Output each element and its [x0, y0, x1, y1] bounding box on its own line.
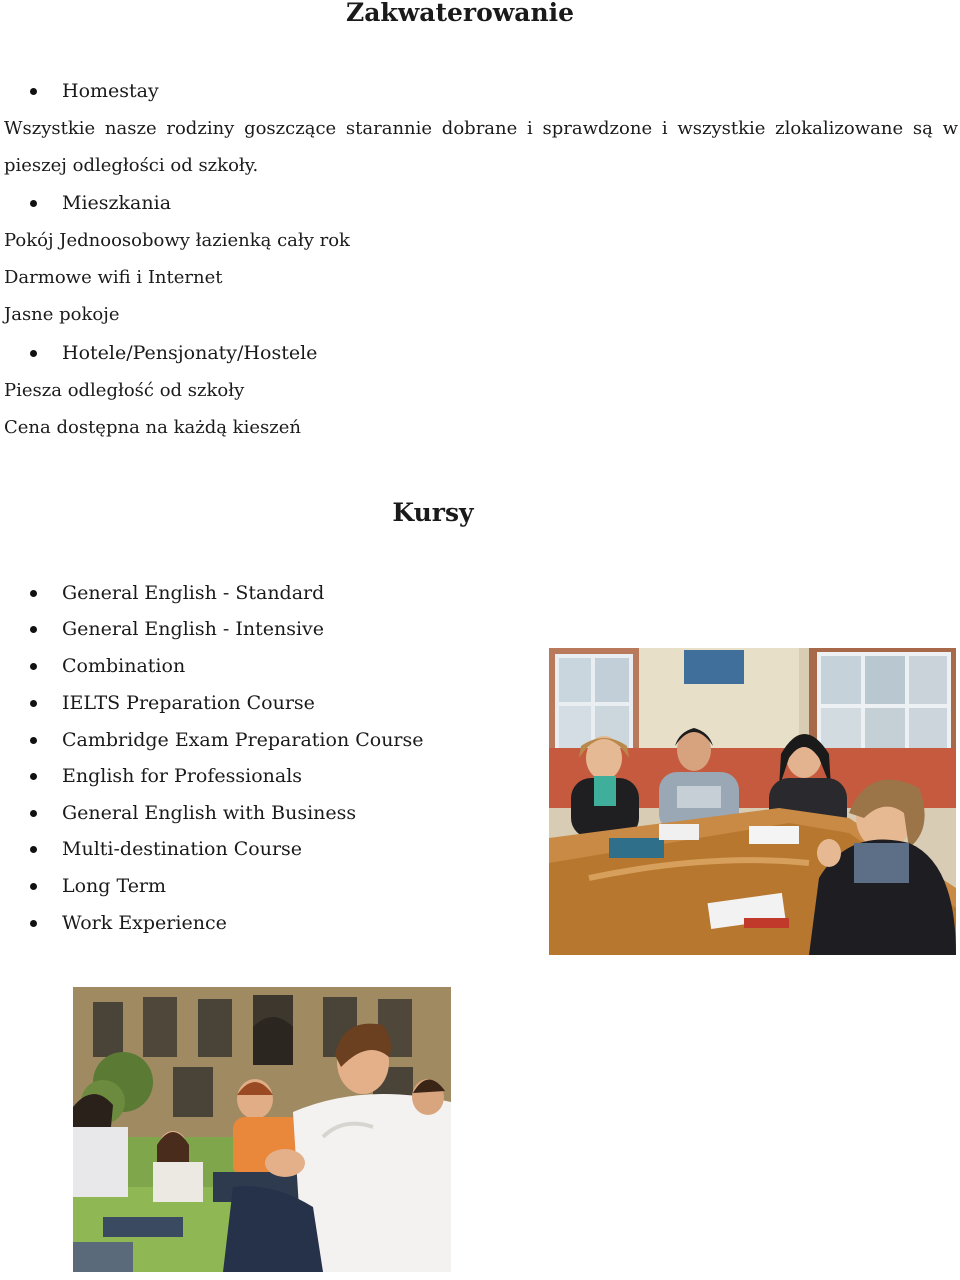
course-item: IELTS Preparation Course: [62, 692, 315, 714]
hotels-line: Cena dostępna na każdą kieszeń: [4, 417, 301, 438]
apartments-line: Pokój Jednoosobowy łazienką cały rok: [4, 230, 350, 251]
course-item: Cambridge Exam Preparation Course: [62, 729, 424, 751]
hotels-line: Piesza odległość od szkoły: [4, 380, 245, 401]
course-item: Long Term: [62, 875, 167, 897]
course-item: General English - Intensive: [62, 618, 325, 640]
courses-title: Kursy: [392, 498, 474, 527]
course-item: General English with Business: [62, 802, 357, 824]
homestay-text-line-1: Wszystkie nasze rodziny goszczące starannie dobrane i sprawdzone i wszystkie zlokalizowane są w: [4, 118, 958, 139]
apartments-line: Jasne pokoje: [4, 304, 120, 325]
students-lawn-photo: [73, 987, 451, 1272]
course-item: Multi-destination Course: [62, 838, 303, 860]
apartments-heading: Mieszkania: [62, 192, 172, 214]
hotels-heading: Hotele/Pensjonaty/Hostele: [62, 342, 318, 364]
course-item: English for Professionals: [62, 765, 303, 787]
course-item: Work Experience: [62, 912, 227, 934]
course-item: Combination: [62, 655, 186, 677]
homestay-heading: Homestay: [62, 80, 159, 102]
page-title: Zakwaterowanie: [345, 0, 575, 27]
apartments-line: Darmowe wifi i Internet: [4, 267, 223, 288]
classroom-photo: [549, 648, 956, 955]
homestay-text-line-2: pieszej odległości od szkoły.: [4, 155, 259, 176]
course-item: General English - Standard: [62, 582, 325, 604]
